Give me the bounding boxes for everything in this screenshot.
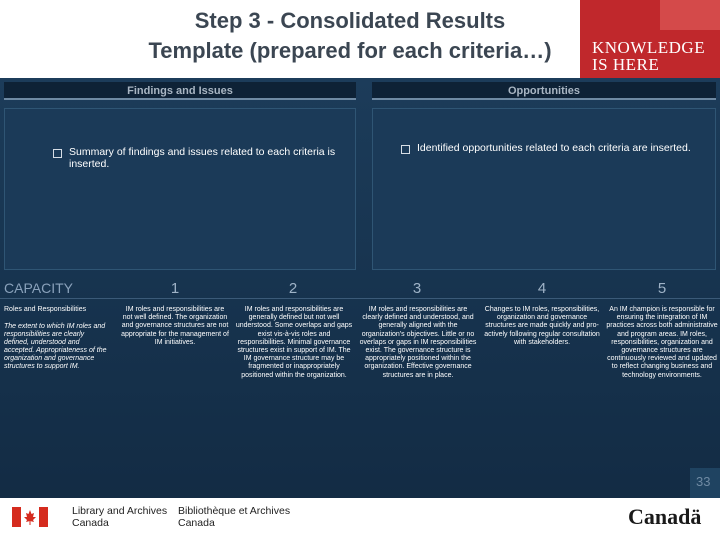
level-2-label: 2 <box>288 280 298 297</box>
capacity-divider <box>0 298 720 299</box>
capacity-header-row <box>0 280 720 298</box>
title-bar <box>0 0 720 78</box>
level-5-description: An IM champion is responsible for ensuring the integration of IM practices across both administrative and program areas. IM roles, responsibilities, organization and governance structures are continuously reviewed and updated to reflect changing business and technology environments. <box>606 306 718 379</box>
findings-header: Findings and Issues <box>4 82 356 100</box>
footer <box>0 498 720 540</box>
lac-french-name <box>178 505 290 529</box>
page-title-line2: Template (prepared for each criteria…) <box>148 38 552 63</box>
opportunities-panel <box>372 108 716 270</box>
lac-en-line1: Library and Archives <box>72 505 168 517</box>
opportunities-text: Identified opportunities related to each criteria are inserted. <box>417 142 691 154</box>
page-title <box>80 6 620 66</box>
level-4-label: 4 <box>537 280 547 297</box>
knowledge-is-here-logo <box>580 0 720 78</box>
lac-fr-line2: Canada <box>178 517 215 529</box>
page-number: 33 <box>696 474 711 489</box>
level-3-label: 3 <box>412 280 422 297</box>
level-2-description: IM roles and responsibilities are generally defined but not well understood. Some overlaps and gaps exist vis-à-vis roles and responsibilities. Minimal governance structures exist in support of IM. The IM governance structure may be fragmented or inappropriately positioned within the organization. <box>235 306 353 379</box>
lac-en-line2: Canada <box>72 517 109 529</box>
findings-panel <box>4 108 356 270</box>
lac-fr-line1: Bibliothèque et Archives <box>178 505 291 517</box>
level-3-description: IM roles and responsibilities are clearly defined and understood, and generally aligned with the organization's objectives. Little or no overlaps or gaps in IM responsibilities exist. The governance structure is appropriately positioned within the organization. Effective governance structures are in place. <box>359 306 477 379</box>
checkbox-bullet-icon <box>53 149 62 158</box>
capacity-title: CAPACITY <box>4 280 73 296</box>
canada-wordmark: Canadä <box>628 504 702 529</box>
opportunities-header: Opportunities <box>372 82 716 100</box>
logo-line1: KNOWLEDGE <box>592 38 706 57</box>
criteria-description: The extent to which IM roles and responsibilities are clearly defined, understood and accepted. Appropriateness of the organization and governance structures to support IM. <box>4 323 107 370</box>
level-1-label: 1 <box>170 280 180 297</box>
findings-text: Summary of findings and issues related to each criteria is inserted. <box>69 146 336 170</box>
level-4-description: Changes to IM roles, responsibilities, organization and governance structures are made quickly and pro-actively following regular consultation with stakeholders. <box>484 306 600 346</box>
checkbox-bullet-icon <box>401 145 410 154</box>
criteria-name: Roles and Responsibilities <box>4 306 87 313</box>
level-1-description: IM roles and responsibilities are not well defined. The organization and governance structures are not appropriate for the management of IM initiatives. <box>121 306 229 346</box>
criteria-cell <box>4 306 110 371</box>
logo-line2: IS HERE <box>592 55 660 74</box>
canada-flag-icon <box>12 507 48 527</box>
page-title-line1: Step 3 - Consolidated Results <box>194 8 506 33</box>
lac-english-name <box>72 505 167 529</box>
level-5-label: 5 <box>657 280 667 297</box>
logo-corner-accent <box>660 0 720 30</box>
